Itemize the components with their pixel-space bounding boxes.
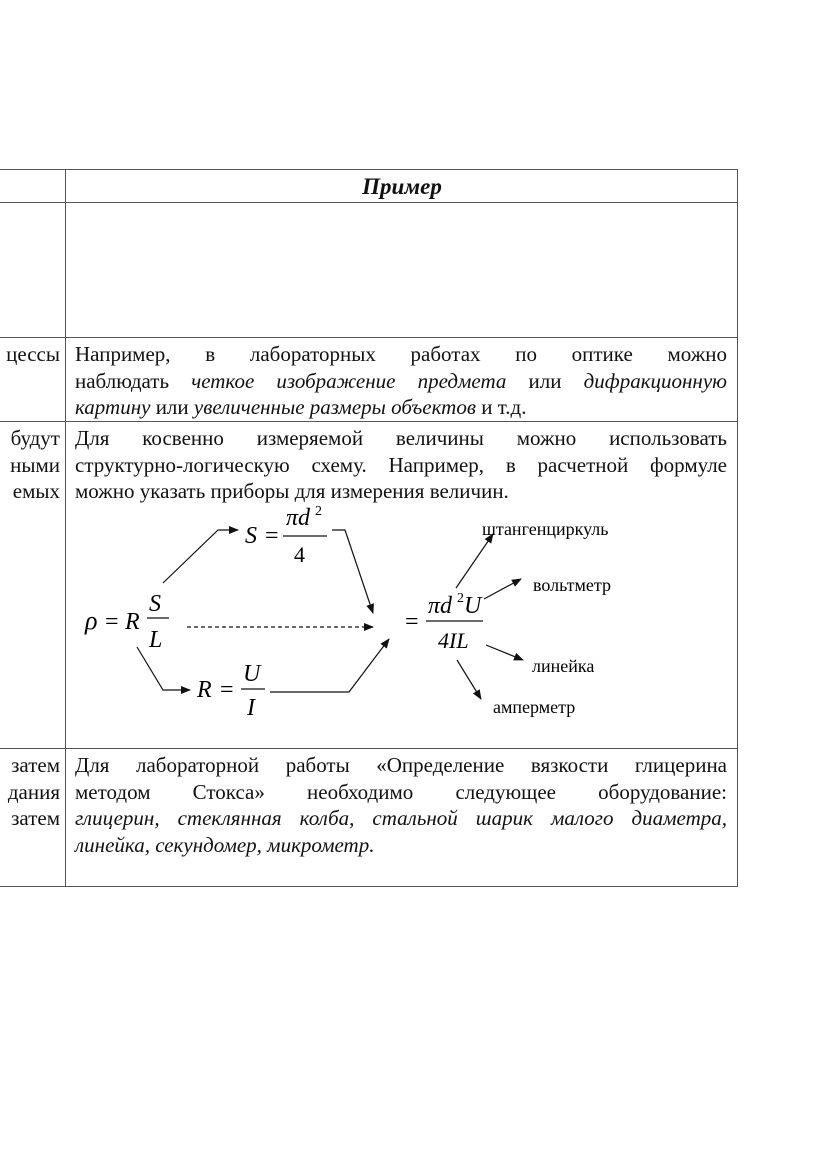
denominator-4: 4 [294, 542, 305, 567]
left-fragment: затем [11, 753, 60, 777]
table-header-example: Пример [362, 174, 442, 199]
left-cell-row3 [0, 425, 60, 505]
text-run: или [150, 395, 194, 419]
table-column-divider [65, 169, 66, 887]
label-voltmeter: вольтметр [533, 575, 611, 595]
arrow-rho-to-area [163, 530, 238, 583]
text-line: можно указать приборы для измерения величин. [75, 479, 509, 503]
text-run: и т.д. [475, 395, 527, 419]
arrow-resistance-to-result [270, 639, 389, 692]
result-numerator-u: U [464, 593, 482, 619]
arrow-to-voltmeter [484, 579, 521, 599]
voltage-symbol: U [243, 661, 261, 687]
text-line [75, 368, 727, 395]
text-run: наблюдать [75, 368, 192, 393]
length-symbol: L [149, 627, 163, 653]
example-cell-logic-scheme [75, 425, 727, 505]
exponent-2: 2 [457, 591, 464, 606]
result-numerator-pi-d: πd [428, 593, 453, 619]
exponent-2: 2 [315, 505, 322, 519]
structural-logic-diagram [75, 505, 675, 725]
text-line: Например, в лабораторных работах по оптике можно [75, 342, 727, 366]
text-line [75, 394, 727, 421]
text-line: методом Стокса» необходимо следующее оборудование: [75, 779, 727, 804]
text-run: или [506, 368, 584, 393]
table-border-header-bottom [0, 202, 738, 203]
text-run-italic: увеличенные размеры объектов [193, 395, 476, 419]
left-fragment: затем [11, 806, 60, 830]
left-fragment: емых [12, 479, 60, 503]
area-symbol: S [149, 591, 161, 617]
arrow-rho-to-resistance [137, 647, 190, 690]
left-cell-row4 [0, 752, 60, 832]
text-run-italic: дифракционную [583, 368, 727, 393]
equals-sign: = [220, 677, 234, 703]
result-denominator: 4IL [438, 628, 469, 653]
left-fragment: цессы [6, 342, 60, 366]
arrow-to-ammeter [457, 660, 481, 699]
current-symbol: I [247, 695, 255, 721]
table-border-row3-bottom [0, 748, 738, 749]
text-run-italic: четкое изображение предмета [191, 368, 507, 393]
left-fragment: дания [7, 779, 60, 804]
text-line-italic: глицерин, стеклянная колба, стальной шарик малого диаметра, [75, 806, 727, 830]
rho-symbol: ρ [85, 606, 98, 635]
left-fragment: ными [10, 452, 60, 477]
table-border-right [737, 169, 738, 887]
text-run-italic: картину [75, 395, 151, 419]
text-line: Для лабораторной работы «Определение вязкости глицерина [75, 753, 727, 777]
arrow-area-to-result [332, 530, 373, 613]
table-border-row2-bottom [0, 421, 738, 422]
example-cell-equipment [75, 752, 727, 858]
label-ruler: линейка [532, 656, 595, 676]
table-border-row1-bottom [0, 337, 738, 338]
equals-sign: = [105, 609, 119, 635]
text-line: структурно-логическую схему. Например, в расчетной формуле [75, 452, 727, 477]
table-border-bottom [0, 886, 738, 887]
area-symbol: S [245, 523, 257, 549]
arrow-to-caliper [456, 534, 493, 588]
arrow-to-ruler [486, 645, 523, 660]
left-fragment: будут [10, 426, 60, 450]
pi-d-term: πd [286, 505, 311, 531]
equals-sign: = [405, 609, 419, 635]
text-line-italic: линейка, секундомер, микрометр. [75, 832, 375, 857]
left-cell-row2 [0, 341, 60, 368]
example-cell-optics [75, 341, 727, 421]
resistance-symbol: R [197, 677, 212, 703]
text-line: Для косвенно измеряемой величины можно использовать [75, 426, 727, 450]
label-ammeter: амперметр [493, 697, 576, 717]
label-caliper: штангенциркуль [482, 519, 609, 539]
resistance-symbol: R [125, 609, 140, 635]
equals-sign: = [265, 523, 279, 549]
